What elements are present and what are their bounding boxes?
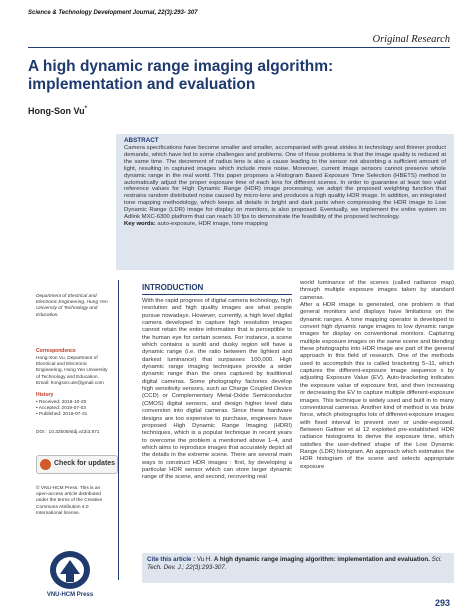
article-type: Original Research bbox=[372, 34, 450, 45]
cite-label: Cite this article : bbox=[147, 556, 196, 563]
keywords-label: Key words: bbox=[124, 220, 156, 227]
abstract-text: Camera specifications have become smaller and smaller, accompanied with great strides in technology and thinner product demands, which have led to some challenges and problems. One of those problems is that the image quality is reduced at the same time. The decrement of radius lens is also a cause leading to the sensor not absorbing a sufficient amount of light, resulting in captured images which include more noise. Moreover, current image sensors cannot preserve whole dynamic range in the real world. This paper proposes a Histogram Based Exposure Time Selection (HBETS) method to automatically adjust the proper exposure time of each lens for different scenes. In order to guarantee at least two valid reference values for High Dynamic Range (HDR) image processing, we adopt the proposed weighting function that restrains random distributed noise caused by micro-lens and produces a high quality HDR image. In addition, an integrated tone mapping methodology, which keeps all details in bright and dark parts when compressing the HDR image to Low Dynamic Range (LDR) image for display on monitors, is also proposed. Eventually, we implement the entire system on Adlink MXC-6300 platform that can reach 10 fps to demonstrate the feasibility of the proposed technology. bbox=[124, 145, 446, 221]
keywords bbox=[124, 221, 446, 228]
history-accepted: • Accepted: 2019-07-03 bbox=[36, 406, 86, 412]
correspondence-heading: Correspondence bbox=[36, 348, 76, 354]
check-updates-icon bbox=[40, 459, 51, 470]
section-rule bbox=[142, 294, 292, 295]
history-published: • Published: 2019-07-31 bbox=[36, 412, 88, 418]
correspondence-text: Hong-Son Vu, Department of Electrical and Electronic Engineering, Hung Yen University of Technology and Education. bbox=[36, 356, 108, 380]
paragraph: After a HDR image is generated, one problem is that general monitors and displays have limitations on the dynamic ranges. A tone mapping operator is developed to convert high dynamic range images to low dynamic range images for display on conventional monitors. Capturing multiple exposure images on the same scene and blending these photographs into HDR image are part of the general approach in this field of research. One of the methods used to accomplish this is called bracketing 5–11, which captures the different-exposure image sequence s by adjusting Exposure Value (EV). Auto-bracketing indicates the exposure value of exposure first, and then increasing or decreasing the EV to capture multiple different-exposure images. This technique is widely used and built in to many conventional cameras. Another kind of method is via brute force, which photographs lots of different-exposure images with fixed interval to prevent over or under-exposed. Between Gattner et al 12 exploited pre-established HDR radiance histograms to derive the exposure time, which satisfies the user-defined shape of the Low Dynamic Range (LDR) histogram. An approach which estimates the HDR histogram of the scene and selects appropriate exposure bbox=[300, 302, 454, 470]
body-column-1 bbox=[142, 298, 292, 482]
abstract-heading: ABSTRACT bbox=[124, 137, 159, 144]
author-mark: * bbox=[84, 106, 87, 112]
cite-title: A high dynamic range imaging algorithm: implementation and evaluation. bbox=[213, 556, 430, 563]
check-updates-label: Check for updates bbox=[54, 460, 116, 467]
cite-journal: Sci. Tech. Dev. J.; 22(3):293-307. bbox=[147, 556, 442, 571]
section-heading: INTRODUCTION bbox=[142, 283, 204, 292]
article-title: A high dynamic range imaging algorithm: implementation and evaluation bbox=[28, 58, 334, 93]
body-column-2 bbox=[300, 280, 454, 471]
correspondence-block bbox=[36, 356, 112, 387]
keywords-text: auto-exposure, HDR image, tone mapping bbox=[157, 220, 268, 227]
publisher-name: VNU-HCM Press bbox=[46, 592, 94, 598]
header-rule bbox=[28, 47, 450, 48]
cite-authors: Vu H. bbox=[196, 556, 213, 563]
history-heading: History bbox=[36, 392, 54, 398]
history-received: • Received: 2018-10-25 bbox=[36, 400, 87, 405]
paragraph: world luminance of the scenes (called radiance map) through multiple exposure images taken by standard cameras. bbox=[300, 280, 454, 301]
doi-link[interactable]: DOI : 10.32508/stdj.v22i3.871 bbox=[36, 430, 100, 435]
correspondence-email[interactable]: Email: hongson.ute@gmail.com bbox=[36, 380, 104, 386]
publisher-logo-icon bbox=[38, 546, 102, 592]
author-name: Hong-Son Vu bbox=[28, 106, 85, 116]
copyright-notice: © VNU-HCM Press. This is an open-access article distributed under the terms of the Creative Commons Attribution 4.0 International license. bbox=[36, 486, 103, 516]
history-list bbox=[36, 400, 112, 419]
abstract-box bbox=[116, 134, 454, 270]
column-divider bbox=[118, 280, 119, 580]
author-line bbox=[28, 106, 87, 116]
citation-box bbox=[142, 553, 454, 583]
affiliation: Department of Electrical and Electronic Engineering, Hung Yen University of Technology and Education. bbox=[36, 294, 108, 318]
paragraph: With the rapid progress of digital camera technology, high resolution and high quality images are what people pursue nowadays. However, currently, a high level digital camera developed to capture high resolution images cannot retain the entire information that is perceptible to the human eye for certain scenes. For instance, a scene which contains a sunlit and dusky region will have a dynamic range (i.e. the ratio between the lightest and darkest luminance) that surpasses 100,000. High dynamic range imaging techniques provide a wider dynamic range than the ones captured by traditional digital cameras. Some photography factories develop high sensitivity sensors, such as Charge Coupled Device (CCD) or Complementary Metal-Oxide Semiconductor (CMOS) digital sensors, and design higher level data conversion into digital cameras. Since these hardware designs are too expensive to purchase, engineers have proposed High Dynamic Range Imaging (HDRI) techniques, which is a popular technique in recent years to overcome the problem a mentioned above 1–4, and which aims to reproduce images that accurately depict all the details in the extreme scene. There are several main ways to construct HDR images : first, by developing a particular HDR sensor which can store larger dynamic range of the scene, and second, recovering real bbox=[142, 298, 292, 481]
journal-header: Science & Technology Development Journal, 22(3):293- 307 bbox=[28, 10, 198, 16]
check-updates-button[interactable] bbox=[36, 455, 118, 474]
page-number: 293 bbox=[434, 598, 450, 608]
